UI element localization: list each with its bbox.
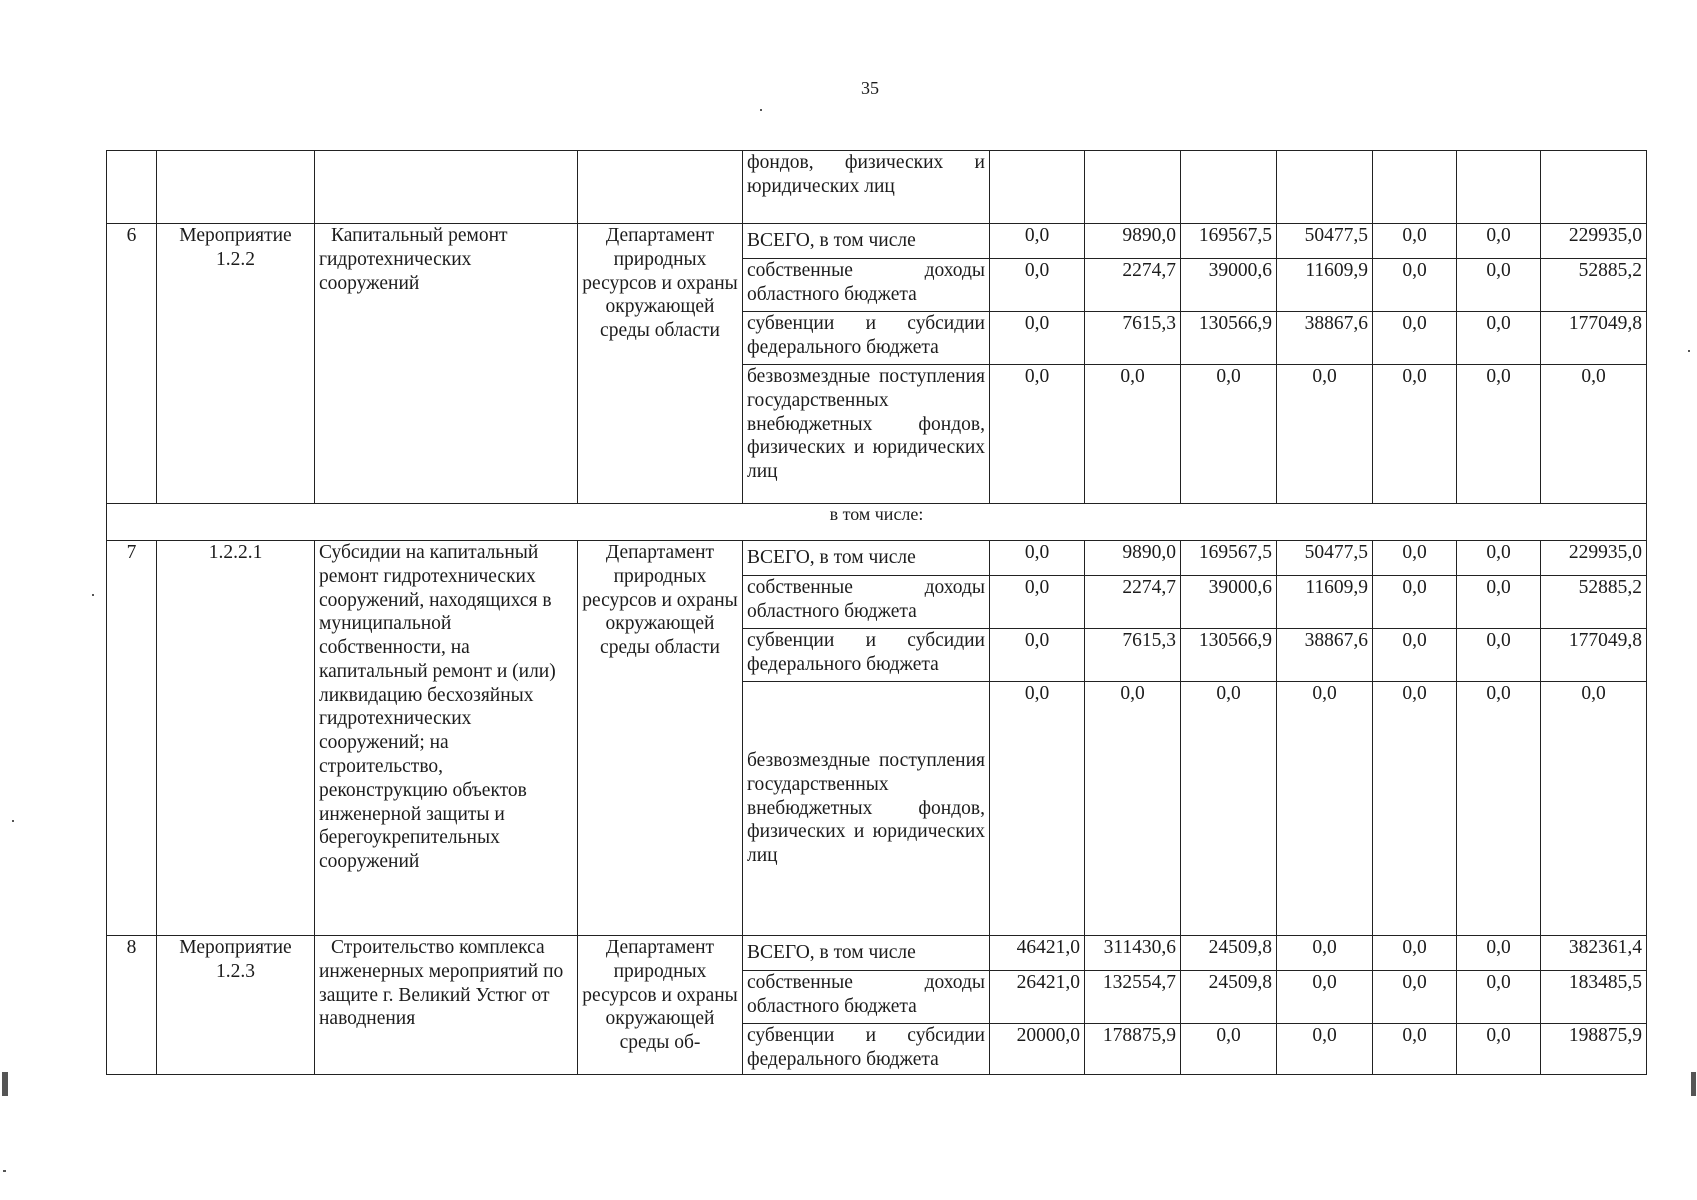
responsible-department: Департамент природных ресурсов и охраны окружающей среды области — [578, 541, 743, 936]
value-cell: 0,0 — [1457, 312, 1541, 365]
value-cell: 7615,3 — [1085, 312, 1181, 365]
value-cell: 169567,5 — [1181, 224, 1277, 259]
value-cell: 2274,7 — [1085, 576, 1181, 629]
value-cell: 0,0 — [1085, 682, 1181, 936]
cell-empty — [315, 151, 578, 224]
funding-source-cell: субвенции и субсидии федерального бюджета — [743, 629, 990, 682]
value-cell: 177049,8 — [1541, 629, 1647, 682]
value-cell: 0,0 — [1541, 365, 1647, 504]
value-cell: 229935,0 — [1541, 224, 1647, 259]
table-row — [107, 504, 1647, 541]
funding-source-cell: безвозмездные поступления государственных внебюджетных фондов, физических и юридических лиц — [743, 365, 990, 504]
funding-source-cell: субвенции и субсидии федерального бюджета — [743, 312, 990, 365]
value-cell: 0,0 — [990, 682, 1085, 936]
budget-table — [106, 150, 1647, 1075]
funding-source-cell: собственные доходы областного бюджета — [743, 576, 990, 629]
value-cell: 11609,9 — [1277, 259, 1373, 312]
value-cell: 2274,7 — [1085, 259, 1181, 312]
value-cell: 0,0 — [990, 224, 1085, 259]
value-cell: 38867,6 — [1277, 312, 1373, 365]
value-cell: 0,0 — [990, 259, 1085, 312]
cell-empty — [1277, 151, 1373, 224]
table-row — [107, 224, 1647, 259]
value-cell: 24509,8 — [1181, 936, 1277, 971]
value-cell: 0,0 — [1373, 629, 1457, 682]
cell-empty — [1373, 151, 1457, 224]
value-cell: 50477,5 — [1277, 541, 1373, 576]
value-cell: 0,0 — [990, 541, 1085, 576]
value-cell: 0,0 — [990, 576, 1085, 629]
value-cell: 46421,0 — [990, 936, 1085, 971]
value-cell: 0,0 — [1181, 682, 1277, 936]
value-cell: 52885,2 — [1541, 259, 1647, 312]
cell-empty — [107, 151, 157, 224]
value-cell: 0,0 — [1181, 1024, 1277, 1075]
value-cell: 0,0 — [1457, 682, 1541, 936]
value-cell: 0,0 — [990, 365, 1085, 504]
funding-source-cell: собственные доходы областного бюджета — [743, 259, 990, 312]
value-cell: 0,0 — [1373, 365, 1457, 504]
value-cell: 130566,9 — [1181, 312, 1277, 365]
value-cell: 38867,6 — [1277, 629, 1373, 682]
table-row — [107, 936, 1647, 971]
value-cell: 0,0 — [1373, 312, 1457, 365]
value-cell: 0,0 — [1457, 259, 1541, 312]
value-cell: 11609,9 — [1277, 576, 1373, 629]
value-cell: 0,0 — [1373, 1024, 1457, 1075]
value-cell: 0,0 — [990, 629, 1085, 682]
value-cell: 0,0 — [1457, 365, 1541, 504]
row-number: 6 — [107, 224, 157, 504]
value-cell: 0,0 — [1277, 1024, 1373, 1075]
value-cell: 0,0 — [1457, 541, 1541, 576]
table-row — [107, 541, 1647, 576]
value-cell: 39000,6 — [1181, 576, 1277, 629]
cell-empty — [1457, 151, 1541, 224]
value-cell: 52885,2 — [1541, 576, 1647, 629]
cell-empty — [157, 151, 315, 224]
responsible-department: Департамент природных ресурсов и охраны окружающей среды об- — [578, 936, 743, 1075]
scan-speck — [1688, 350, 1690, 352]
activity-title: Капитальный ремонт гидротехнических сооружений — [315, 224, 578, 504]
table-row — [107, 151, 1647, 224]
subsection-label: в том числе: — [107, 504, 1647, 541]
value-cell: 0,0 — [1373, 541, 1457, 576]
row-number: 8 — [107, 936, 157, 1075]
value-cell: 26421,0 — [990, 971, 1085, 1024]
cell-empty — [1181, 151, 1277, 224]
value-cell: 0,0 — [1373, 971, 1457, 1024]
activity-title: Субсидии на капитальный ремонт гидротехнических сооружений, находящихся в муниципальной собственности, на капитальный ремонт и (или) ликвидацию бесхозяйных гидротехнических сооружений; на строительство, реконструкцию объектов инженерной защиты и берегоукрепительных сооружений — [315, 541, 578, 936]
row-number: 7 — [107, 541, 157, 936]
scan-speck — [760, 109, 762, 111]
scan-speck — [12, 820, 14, 822]
value-cell: 20000,0 — [990, 1024, 1085, 1075]
scan-speck — [3, 1170, 6, 1172]
page-number: 35 — [861, 78, 879, 98]
value-cell: 50477,5 — [1277, 224, 1373, 259]
value-cell: 0,0 — [990, 312, 1085, 365]
value-cell: 0,0 — [1457, 1024, 1541, 1075]
value-cell: 9890,0 — [1085, 224, 1181, 259]
value-cell: 311430,6 — [1085, 936, 1181, 971]
value-cell: 177049,8 — [1541, 312, 1647, 365]
value-cell: 229935,0 — [1541, 541, 1647, 576]
value-cell: 0,0 — [1181, 365, 1277, 504]
value-cell: 0,0 — [1457, 936, 1541, 971]
value-cell: 0,0 — [1373, 576, 1457, 629]
cell-empty — [1085, 151, 1181, 224]
funding-source-cell: субвенции и субсидии федерального бюджета — [743, 1024, 990, 1075]
value-cell: 178875,9 — [1085, 1024, 1181, 1075]
value-cell: 0,0 — [1541, 682, 1647, 936]
value-cell: 382361,4 — [1541, 936, 1647, 971]
activity-code: 1.2.2.1 — [157, 541, 315, 936]
value-cell: 0,0 — [1373, 936, 1457, 971]
activity-code: Мероприятие 1.2.3 — [157, 936, 315, 1075]
value-cell: 0,0 — [1373, 259, 1457, 312]
value-cell: 24509,8 — [1181, 971, 1277, 1024]
value-cell: 7615,3 — [1085, 629, 1181, 682]
value-cell: 183485,5 — [1541, 971, 1647, 1024]
activity-code: Мероприятие 1.2.2 — [157, 224, 315, 504]
value-cell: 0,0 — [1373, 224, 1457, 259]
scan-speck — [1691, 1072, 1696, 1096]
funding-source-cell: ВСЕГО, в том числе — [743, 936, 990, 971]
funding-source-cell: безвозмездные поступления государственных внебюджетных фондов, физических и юридических лиц — [743, 682, 990, 936]
value-cell: 0,0 — [1457, 224, 1541, 259]
value-cell: 39000,6 — [1181, 259, 1277, 312]
value-cell: 0,0 — [1277, 971, 1373, 1024]
value-cell: 0,0 — [1085, 365, 1181, 504]
activity-title: Строительство комплекса инженерных мероприятий по защите г. Великий Устюг от наводнения — [315, 936, 578, 1075]
scan-speck — [92, 594, 94, 596]
value-cell: 9890,0 — [1085, 541, 1181, 576]
value-cell: 169567,5 — [1181, 541, 1277, 576]
cell-empty — [990, 151, 1085, 224]
funding-source-cell: ВСЕГО, в том числе — [743, 224, 990, 259]
value-cell: 0,0 — [1457, 971, 1541, 1024]
value-cell: 198875,9 — [1541, 1024, 1647, 1075]
value-cell: 0,0 — [1277, 365, 1373, 504]
value-cell: 0,0 — [1373, 682, 1457, 936]
value-cell: 0,0 — [1457, 576, 1541, 629]
funding-source-cell: ВСЕГО, в том числе — [743, 541, 990, 576]
cell-empty — [578, 151, 743, 224]
funding-source-cell: собственные доходы областного бюджета — [743, 971, 990, 1024]
value-cell: 0,0 — [1277, 936, 1373, 971]
value-cell: 0,0 — [1457, 629, 1541, 682]
scan-speck — [2, 1072, 8, 1096]
value-cell: 0,0 — [1277, 682, 1373, 936]
value-cell: 130566,9 — [1181, 629, 1277, 682]
value-cell: 132554,7 — [1085, 971, 1181, 1024]
responsible-department: Департамент природных ресурсов и охраны окружающей среды области — [578, 224, 743, 504]
funding-source-cell: фондов, физических и юридических лиц — [743, 151, 990, 224]
cell-empty — [1541, 151, 1647, 224]
